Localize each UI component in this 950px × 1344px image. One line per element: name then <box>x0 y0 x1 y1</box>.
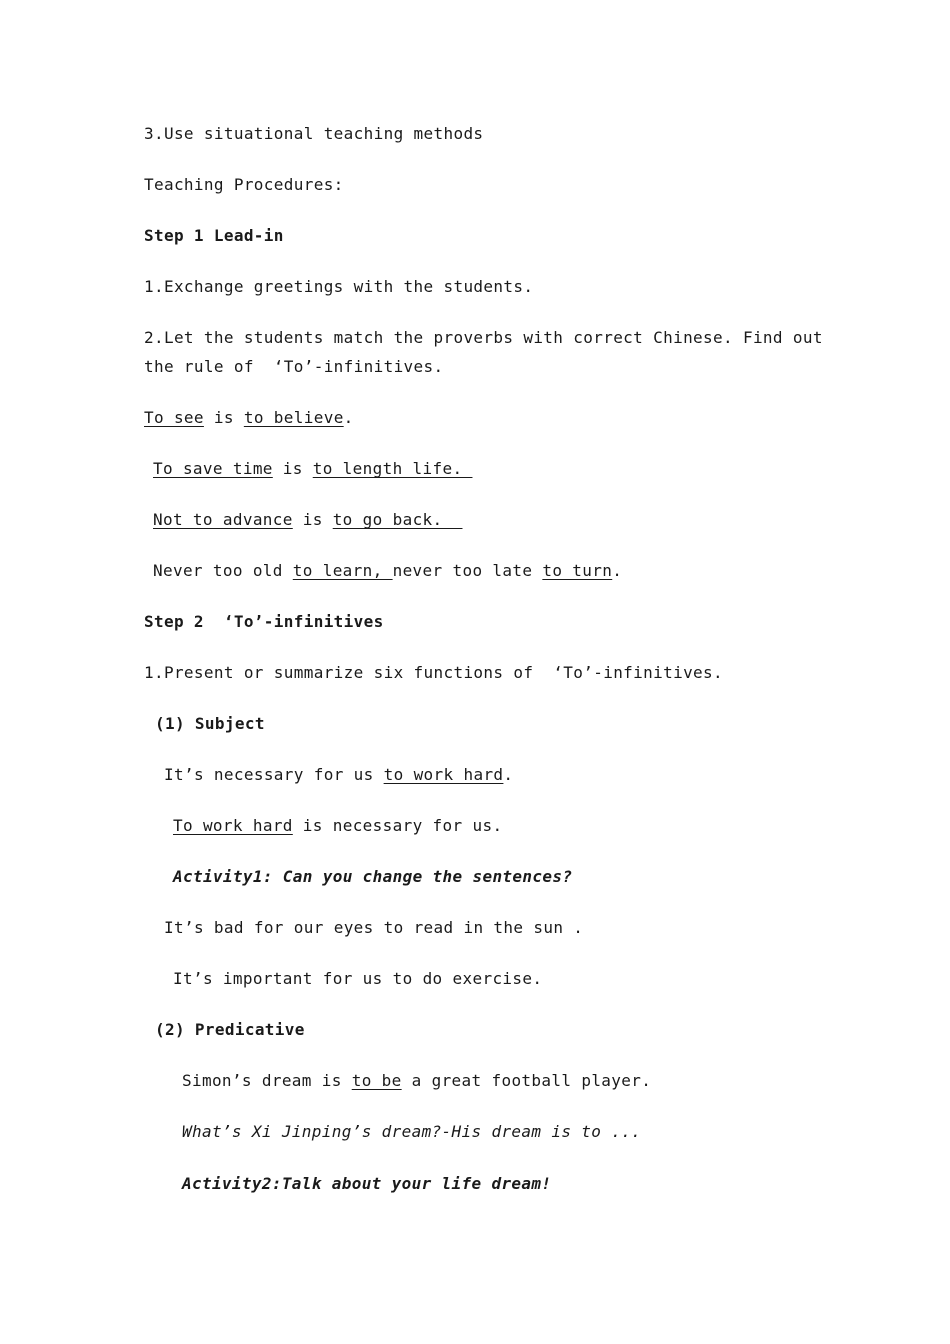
match-line-2: the rule of ‘To’-infinitives. <box>144 357 444 376</box>
dream-question: What’s Xi Jinping’s dream?-His dream is to ... <box>182 1122 642 1141</box>
example-part: to work hard <box>383 765 504 784</box>
example-part: a great football player. <box>401 1071 652 1090</box>
example-part: to be <box>351 1071 402 1090</box>
activity2-heading: Activity2:Talk about your life dream! <box>182 1174 552 1193</box>
proverb-part: is <box>292 510 333 529</box>
procedures-heading: Teaching Procedures: <box>144 175 344 194</box>
proverb-part: Never too old <box>153 561 293 580</box>
predicative-heading: (2) Predicative <box>155 1020 305 1039</box>
example-part: Simon’s dream is <box>182 1071 352 1090</box>
proverb-1 <box>144 408 354 428</box>
proverb-part: never too late <box>392 561 543 580</box>
proverb-part: to go back. <box>332 510 463 529</box>
proverb-2 <box>153 459 472 479</box>
step2-heading: Step 2 ‘To’-infinitives <box>144 612 384 631</box>
proverb-3 <box>153 510 462 530</box>
subject-heading: (1) Subject <box>155 714 265 733</box>
example-part: It’s necessary for us <box>164 765 384 784</box>
example-part: is necessary for us. <box>292 816 503 835</box>
proverb-part: is <box>203 408 244 427</box>
proverb-part: . <box>343 408 354 427</box>
proverb-part: to learn, <box>292 561 393 580</box>
proverb-part: Not to advance <box>153 510 293 529</box>
example-part: . <box>503 765 514 784</box>
proverb-4 <box>153 561 622 581</box>
activity1-heading: Activity1: Can you change the sentences? <box>173 867 573 886</box>
subject-example-1 <box>164 765 513 785</box>
method-line: 3.Use situational teaching methods <box>144 124 484 143</box>
activity1-sentence-2: It’s important for us to do exercise. <box>173 969 543 988</box>
proverb-part: . <box>612 561 623 580</box>
subject-example-2 <box>173 816 502 836</box>
proverb-part: to turn <box>542 561 613 580</box>
predicative-example <box>182 1071 651 1091</box>
proverb-part: to believe <box>243 408 344 427</box>
proverb-part: To see <box>144 408 204 427</box>
activity1-sentence-1: It’s bad for our eyes to read in the sun . <box>164 918 584 937</box>
step1-heading: Step 1 Lead-in <box>144 226 284 245</box>
functions-intro: 1.Present or summarize six functions of ‘To’-infinitives. <box>144 663 724 682</box>
greetings-line: 1.Exchange greetings with the students. <box>144 277 534 296</box>
match-line-1: 2.Let the students match the proverbs with correct Chinese. Find out <box>144 328 823 347</box>
example-part: To work hard <box>173 816 293 835</box>
proverb-part: To save time <box>153 459 273 478</box>
proverb-part: to length life. <box>312 459 473 478</box>
proverb-part: is <box>272 459 313 478</box>
